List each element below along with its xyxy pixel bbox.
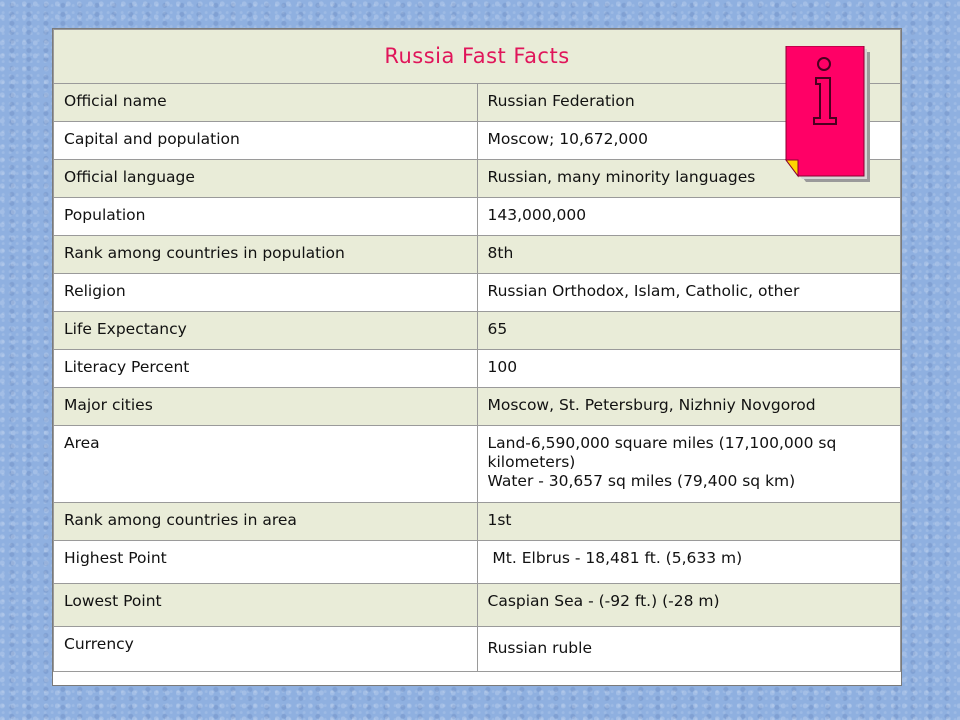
table-row — [54, 350, 901, 388]
table-row — [54, 503, 901, 541]
table-row — [54, 541, 901, 584]
row-label: Rank among countries in population — [54, 236, 478, 274]
table-row — [54, 584, 901, 627]
row-label: Life Expectancy — [54, 312, 478, 350]
row-value: 100 — [477, 350, 901, 388]
row-value: Russian Federation — [477, 84, 901, 122]
fact-sheet — [52, 28, 902, 686]
row-value: Moscow; 10,672,000 — [477, 122, 901, 160]
row-value: 1st — [477, 503, 901, 541]
row-label: Currency — [54, 627, 478, 672]
row-label: Population — [54, 198, 478, 236]
row-label: Highest Point — [54, 541, 478, 584]
row-value: Caspian Sea - (-92 ft.) (-28 m) — [477, 584, 901, 627]
row-value: 143,000,000 — [477, 198, 901, 236]
table-row — [54, 236, 901, 274]
info-icon — [780, 46, 870, 182]
facts-table — [53, 29, 901, 672]
row-value: Moscow, St. Petersburg, Nizhniy Novgorod — [477, 388, 901, 426]
area-land: Land-6,590,000 square miles (17,100,000 sq kilometers) — [487, 434, 837, 471]
table-title: Russia Fast Facts — [54, 30, 901, 84]
row-label: Lowest Point — [54, 584, 478, 627]
table-row — [54, 312, 901, 350]
row-value: 8th — [477, 236, 901, 274]
row-label: Official language — [54, 160, 478, 198]
row-value: Russian ruble — [477, 627, 901, 672]
row-value: 65 — [477, 312, 901, 350]
row-value — [477, 426, 901, 503]
row-value: Russian, many minority languages — [477, 160, 901, 198]
row-label: Major cities — [54, 388, 478, 426]
table-row — [54, 84, 901, 122]
row-value: Mt. Elbrus - 18,481 ft. (5,633 m) — [477, 541, 901, 584]
table-row — [54, 274, 901, 312]
row-value: Russian Orthodox, Islam, Catholic, other — [477, 274, 901, 312]
table-row — [54, 388, 901, 426]
table-row — [54, 160, 901, 198]
area-water: Water - 30,657 sq miles (79,400 sq km) — [487, 472, 796, 490]
row-label: Religion — [54, 274, 478, 312]
row-label: Capital and population — [54, 122, 478, 160]
table-row — [54, 426, 901, 503]
row-label: Literacy Percent — [54, 350, 478, 388]
table-row — [54, 198, 901, 236]
row-label: Official name — [54, 84, 478, 122]
table-row — [54, 627, 901, 672]
row-label: Area — [54, 426, 478, 503]
table-row — [54, 122, 901, 160]
title-row — [54, 30, 901, 84]
row-label: Rank among countries in area — [54, 503, 478, 541]
